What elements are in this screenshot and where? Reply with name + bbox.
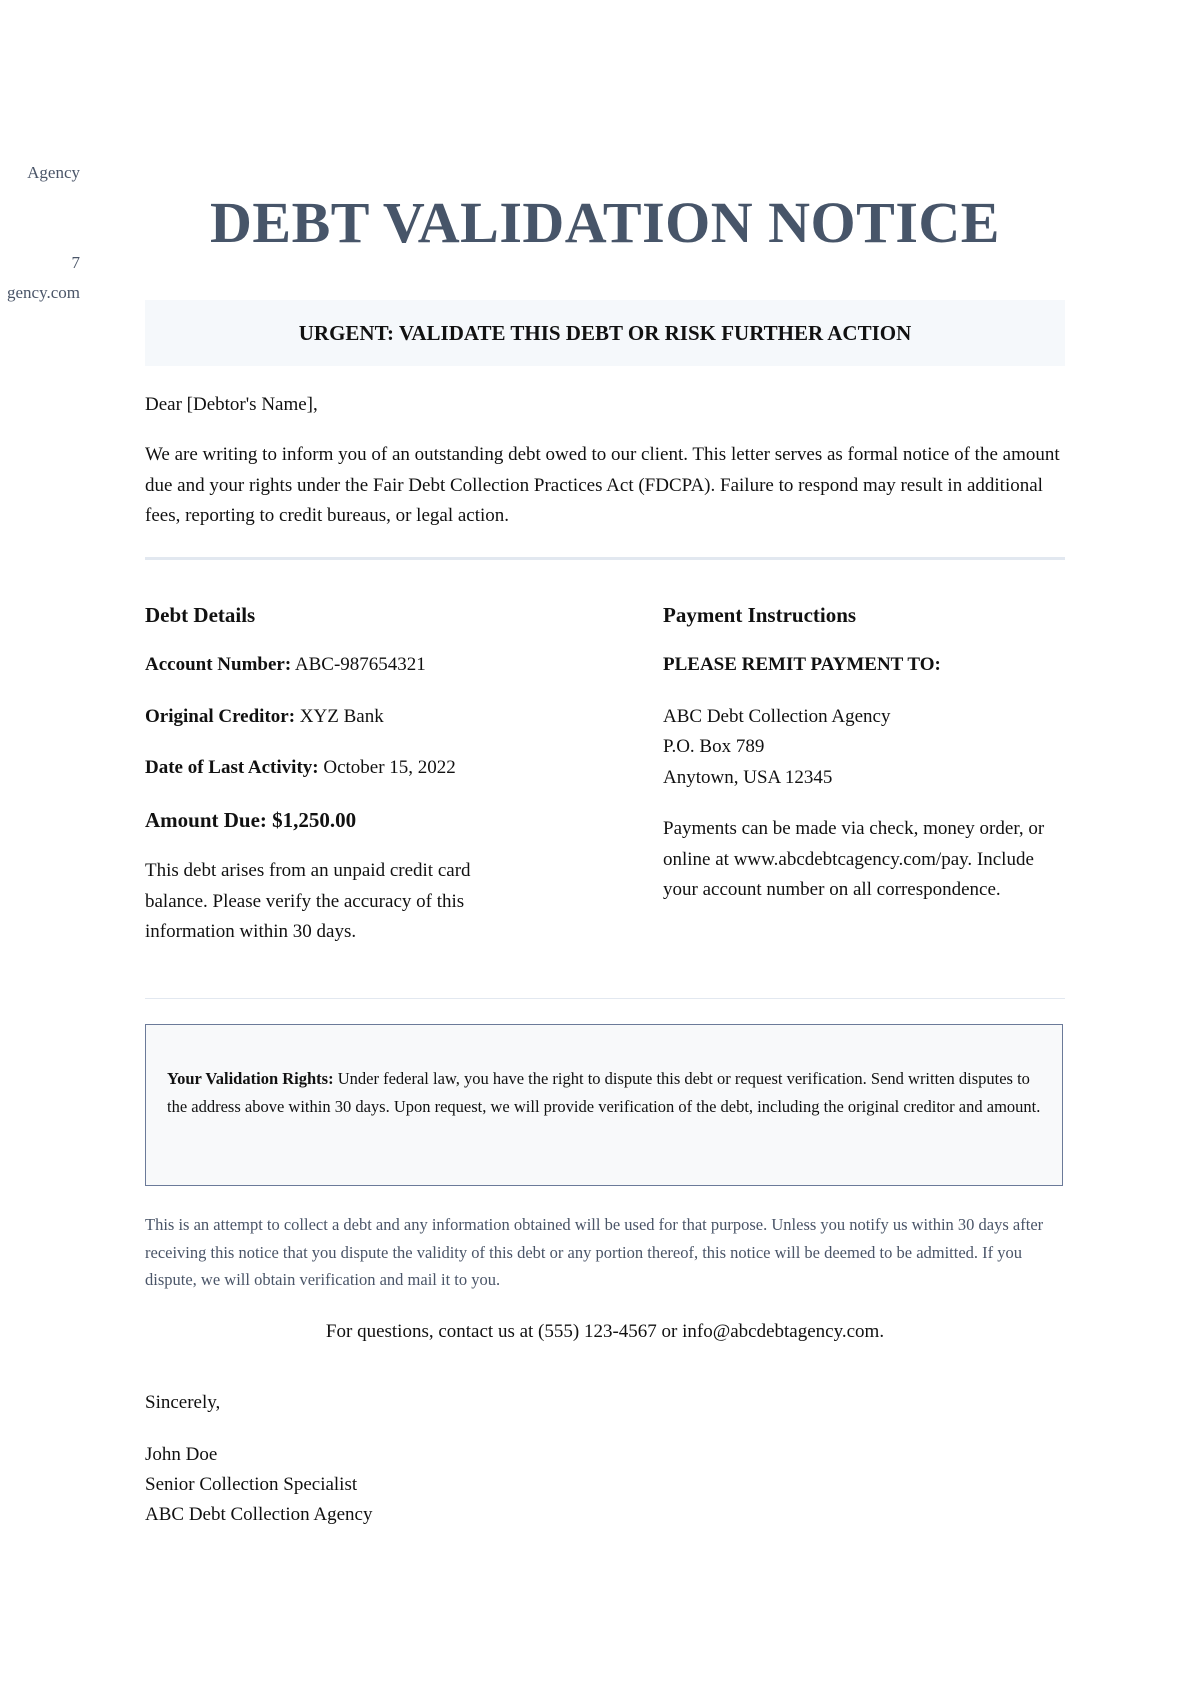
amount-due-label: Amount Due: [145,807,267,832]
letterhead-company: Agency [27,163,80,182]
amount-due-row [145,805,515,836]
address-line: Anytown, USA 12345 [663,766,833,788]
debt-description: This debt arises from an unpaid credit card balance. Please verify the accuracy of this information within 30 days. [145,860,471,942]
original-creditor-row [145,702,515,733]
rights-label: Your Validation Rights: [167,1069,334,1088]
address-line: P.O. Box 789 [663,736,765,757]
closing: Sincerely, [145,1392,221,1413]
signature-block [145,1440,372,1530]
intro-paragraph: We are writing to inform you of an outstanding debt owed to our client. This letter serves as formal notice of the amount due and your rights under the Fair Debt Collection Practices Act (FDCPA). Failure to respond may result in additional fees, reporting to credit bureaus, or legal action. [145,444,1060,526]
divider [145,557,1065,560]
payment-methods: Payments can be made via check, money order, or online at www.abcdebtcagency.com/pay. Include your account number on all correspondence. [663,818,1045,900]
address-line: ABC Debt Collection Agency [663,705,891,727]
remit-label: PLEASE REMIT PAYMENT TO: [663,654,941,675]
urgent-banner: URGENT: VALIDATE THIS DEBT OR RISK FURTHER ACTION [145,300,1065,366]
last-activity-value: October 15, 2022 [323,757,456,778]
amount-due-value: $1,250.00 [272,807,357,832]
letterhead-blank [0,218,80,248]
original-creditor-label: Original Creditor: [145,705,296,727]
debt-details-heading: Debt Details [145,603,256,627]
letterhead-email: gency.com [6,283,80,302]
last-activity-row [145,753,515,784]
original-creditor-value: XYZ Bank [299,705,384,727]
account-number-value: ABC-987654321 [294,654,426,675]
page-title: DEBT VALIDATION NOTICE [210,190,1000,255]
signer-title: Senior Collection Specialist [145,1474,358,1495]
greeting: Dear [Debtor's Name], [145,394,318,415]
remit-address [663,702,1065,794]
legal-disclaimer: This is an attempt to collect a debt and any information obtained will be used for that purpose. Unless you notify us within 30 days after receiving this notice that you dispute the validity of this debt or any portion thereof, this notice will be deemed to be admitted. If you dispute, we will obtain verification and mail it to you. [145,1215,1044,1289]
letterhead-blank [0,188,80,218]
signer-name: John Doe [145,1444,218,1465]
letterhead-phone: 7 [71,253,80,272]
validation-rights-box [145,1024,1063,1186]
signer-company: ABC Debt Collection Agency [145,1504,373,1525]
last-activity-label: Date of Last Activity: [145,757,319,778]
account-number-label: Account Number: [145,654,292,675]
rights-text: Under federal law, you have the right to dispute this debt or request verification. Send written disputes to the address above within 30 days. Upon request, we will provide verification of the debt, including the original creditor and amount. [167,1069,1041,1116]
account-number-row [145,650,515,681]
debt-details-section [145,600,515,969]
payment-instructions-section [663,600,1065,927]
divider [145,998,1065,999]
contact-line: For questions, contact us at (555) 123-4567 or info@abcdebtagency.com. [325,1321,885,1342]
letterhead [0,158,80,308]
payment-heading: Payment Instructions [663,603,857,627]
